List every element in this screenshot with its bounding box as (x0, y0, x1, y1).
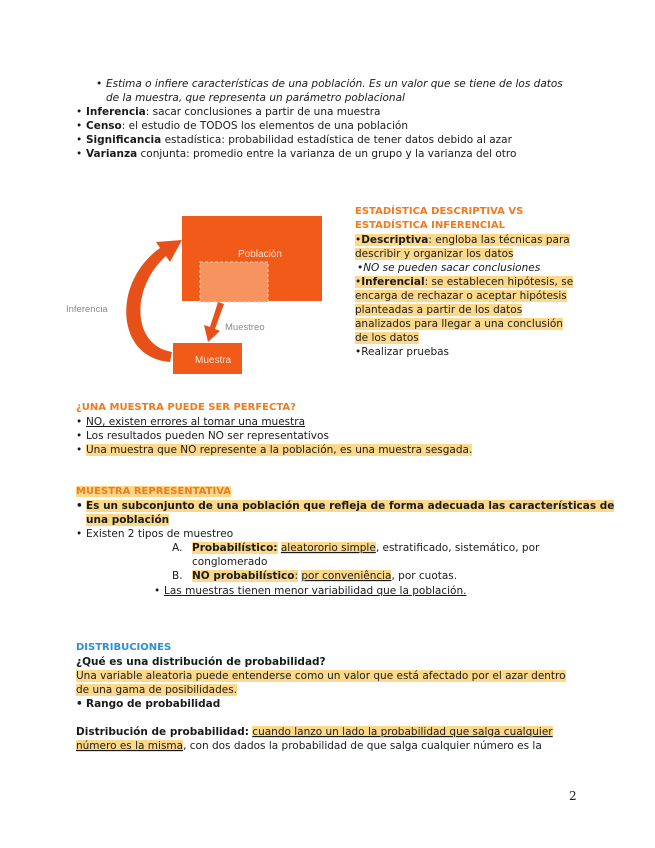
sub-bullet-text-2: de la muestra, que representa un parámetro poblacional (106, 92, 405, 104)
perfecta-line-2: • Los resultados pueden NO ser representativos (76, 430, 329, 442)
distribucion-def-1: Distribución de probabilidad: cuando lanzo un lado la probabilidad que salga cualquier (76, 726, 553, 738)
perfecta-title: ¿UNA MUESTRA PUEDE SER PERFECTA? (76, 402, 296, 413)
bullet-dot: • (96, 78, 103, 90)
inferencial-line-1: •Inferencial: se establecen hipótesis, se (355, 276, 574, 288)
diagram-graphic (60, 210, 345, 380)
muestreo-arrow (204, 302, 224, 342)
distribucion-answer-2: de una gama de posibilidades. (76, 684, 238, 696)
bullet-varianza: • Varianza conjunta: promedio entre la varianza de un grupo y la varianza del otro (76, 148, 517, 160)
poblacion-label: Población (238, 249, 282, 260)
distribucion-def-2: número es la misma, con dos dados la probabilidad de que salga cualquier número es la (76, 740, 542, 752)
inferencial-line-2: encarga de rechazar o aceptar hipótesis (355, 290, 567, 302)
sample-area (200, 262, 268, 302)
representativa-line-1a: • Es un subconjunto de una población que refleja de forma adecuada las características de (76, 500, 615, 512)
tipo-a: A. Probabilístico: aleatororio simple, estratificado, sistemático, por (172, 542, 540, 554)
muestreo-label: Muestreo (225, 322, 265, 333)
inferencia-label: Inferencia (66, 304, 108, 315)
distribucion-question: ¿Qué es una distribución de probabilidad? (76, 656, 326, 668)
representativa-line-2: • Existen 2 tipos de muestreo (76, 528, 234, 540)
representativa-title: MUESTRA REPRESENTATIVA (76, 486, 231, 497)
inferencial-line-3: planteadas a partir de los datos (355, 304, 523, 316)
tipo-b: B. NO probabilístico: por conveniência, por cuotas. (172, 570, 458, 582)
distribucion-answer-1: Una variable aleatoria puede entenderse como un valor que está afectado por el azar dentro (76, 670, 566, 682)
bullet-significancia: • Significancia estadística: probabilidad estadística de tener datos debido al azar (76, 134, 512, 146)
page-number: 2 (569, 789, 577, 803)
inference-diagram (60, 210, 345, 380)
bullet-censo: • Censo: el estudio de TODOS los elementos de una población (76, 120, 408, 132)
inferencial-line-4: analizados para llegar a una conclusión (355, 318, 563, 330)
no-conclusiones: •NO se pueden sacar conclusiones (357, 262, 541, 274)
realizar-pruebas: •Realizar pruebas (355, 346, 450, 358)
desc-inf-title-2: ESTADÍSTICA INFERENCIAL (355, 220, 505, 231)
perfecta-line-1: • NO, existen errores al tomar una muestra (76, 416, 306, 428)
rango-probabilidad: • Rango de probabilidad (76, 698, 221, 710)
sub-bullet (96, 77, 563, 91)
inferencial-line-5: de los datos (355, 332, 419, 344)
sub-bullet-text-1: Estima o infiere características de una población. Es un valor que se tiene de los datos (106, 78, 563, 90)
bullet-inferencia: • Inferencia: sacar conclusiones a partir de una muestra (76, 106, 381, 118)
tipo-a-cont: conglomerado (192, 556, 268, 568)
representativa-line-1b: una población (86, 514, 170, 526)
distribuciones-title: DISTRIBUCIONES (76, 642, 172, 653)
variabilidad-note: • Las muestras tienen menor variabilidad que la población. (154, 585, 467, 597)
perfecta-line-3: • Una muestra que NO represente a la población, es una muestra sesgada. (76, 444, 473, 456)
muestra-label: Muestra (195, 355, 232, 366)
desc-inf-title-1: ESTADÍSTICA DESCRIPTIVA VS (355, 206, 524, 217)
descriptiva-line-1: •Descriptiva: engloba las técnicas para (355, 234, 570, 246)
descriptiva-line-2: describir y organizar los datos (355, 248, 514, 260)
